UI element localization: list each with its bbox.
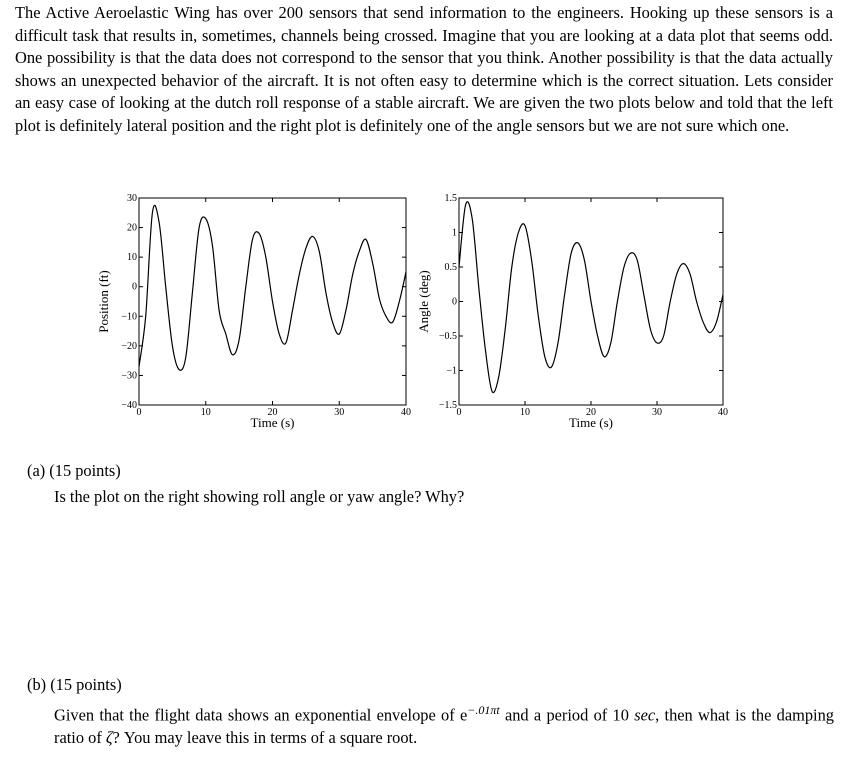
y-tick-label: 1.5	[444, 193, 457, 204]
question-b-text-end: ? You may leave this in terms of a square root.	[112, 728, 418, 748]
x-tick-label: 10	[200, 407, 211, 418]
question-a-label: (a) (15 points)	[27, 461, 121, 480]
question-a-text: Is the plot on the right showing roll angle or yaw angle? Why?	[54, 487, 465, 506]
y-tick-label: 0.5	[444, 262, 457, 273]
x-tick-label: 0	[456, 407, 462, 418]
x-tick-label: 40	[718, 407, 728, 418]
y-tick-label: −40	[121, 400, 137, 411]
x-axis-label: Time (s)	[569, 415, 613, 430]
y-tick-label: 20	[127, 222, 137, 234]
question-b-text-middle: and a period of 10	[499, 705, 635, 725]
exp-base: e	[459, 705, 468, 725]
y-tick-label: 30	[127, 193, 137, 204]
y-tick-label: −20	[121, 340, 137, 352]
time-unit: sec	[634, 705, 656, 725]
y-tick-label: −10	[121, 311, 137, 323]
y-axis-label: Angle (deg)	[416, 270, 431, 333]
y-tick-label: −1.5	[438, 400, 457, 411]
x-tick-label: 20	[586, 407, 596, 418]
data-series-line	[139, 205, 406, 370]
y-tick-label: 0	[452, 296, 457, 308]
zeta-symbol: ζ	[105, 728, 113, 748]
x-tick-label: 30	[334, 407, 345, 418]
y-tick-label: −30	[121, 370, 137, 382]
x-tick-label: 40	[401, 407, 411, 418]
y-tick-label: −1	[446, 365, 457, 377]
question-b-label: (b) (15 points)	[27, 675, 122, 694]
exp-power: −.01πt	[467, 703, 500, 717]
position-plot	[90, 190, 420, 440]
y-tick-label: 1	[452, 227, 457, 239]
y-tick-label: 0	[132, 281, 137, 293]
x-axis-label: Time (s)	[250, 415, 295, 430]
x-tick-label: 10	[520, 407, 530, 418]
question-b-text-before: Given that the flight data shows an exponential envelope of	[54, 705, 460, 725]
intro-paragraph: The Active Aeroelastic Wing has over 200 sensors that send information to the engineers. Hooking up these sensors is a difficult task that results in, sometimes, channels being crossed. Imagine that you are looking at a data plot that seems odd. One possibility is that the data does not correspond to the sensor that you think. Another possibility is that the data actually shows an unexpected behavior of the aircraft. It is not often easy to determine which is the correct situation. Lets consider an easy case of looking at the dutch roll response of a stable aircraft. We are given the two plots below and told that the left plot is definitely lateral position and the right plot is definitely one of the angle sensors but we are not sure which one.	[15, 3, 833, 135]
x-tick-label: 0	[136, 407, 142, 418]
angle-plot	[410, 190, 740, 440]
question-b-text	[54, 699, 834, 750]
x-tick-label: 20	[267, 407, 278, 418]
y-tick-label: −0.5	[438, 331, 457, 342]
y-axis-label: Position (ft)	[96, 270, 111, 333]
data-series-line	[459, 202, 723, 393]
y-tick-label: 10	[127, 252, 137, 264]
x-tick-label: 30	[652, 407, 662, 418]
question-b-text-after: , then what is the damping ratio of	[54, 705, 835, 748]
